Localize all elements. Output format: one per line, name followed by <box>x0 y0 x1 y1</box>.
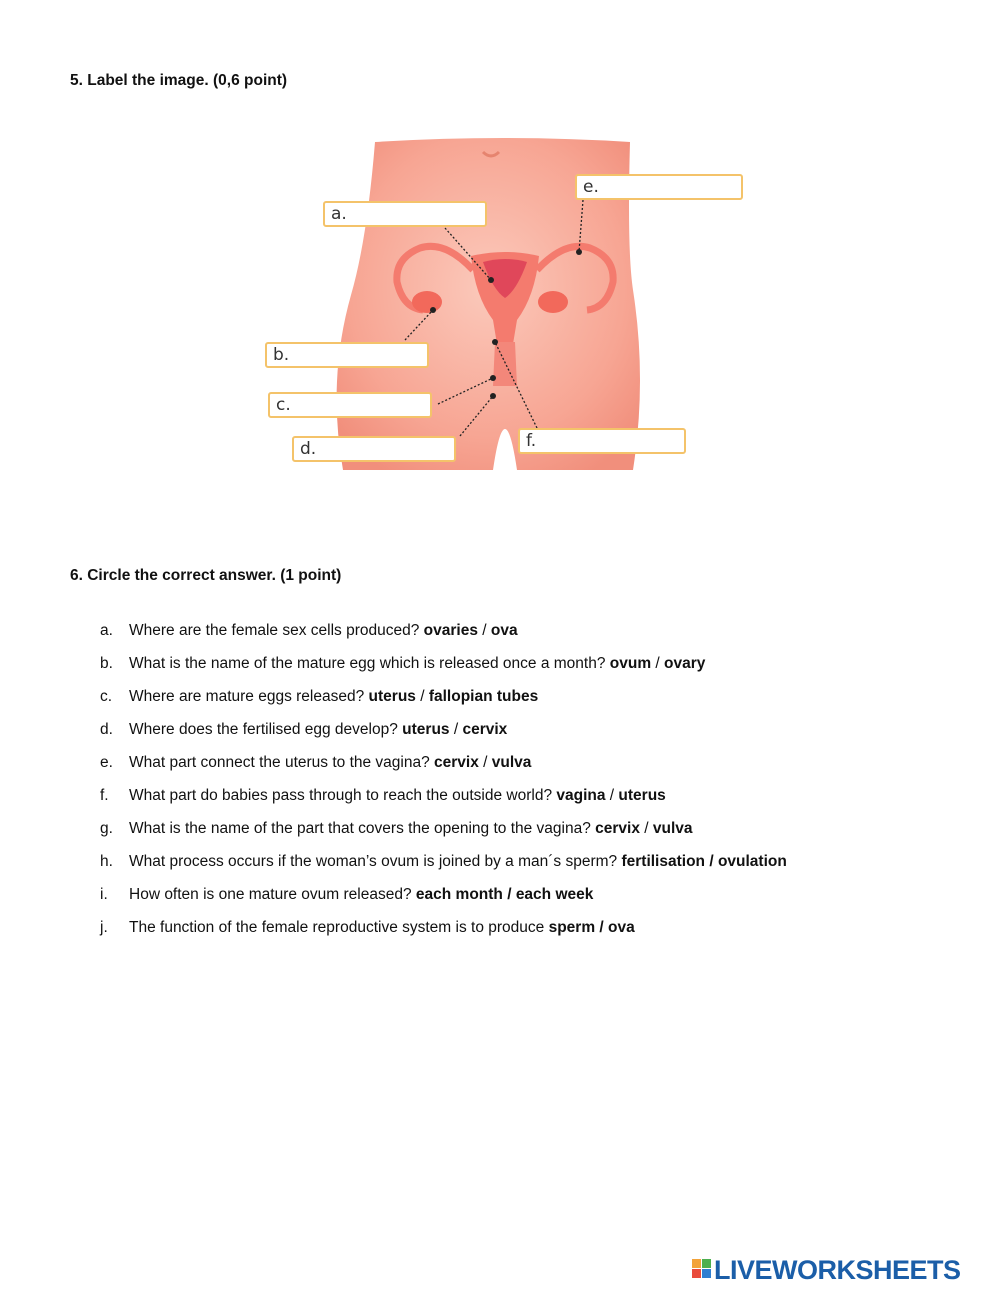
answer-option-1[interactable]: cervix <box>434 754 479 771</box>
label-letter-f: f. <box>526 431 537 451</box>
answer-option-2[interactable]: ovulation <box>717 853 787 870</box>
option-separator: / <box>639 820 653 837</box>
item-letter: e. <box>100 754 113 771</box>
item-question: What process occurs if the woman’s ovum is joined by a man´s sperm? <box>129 853 622 870</box>
label-input-e[interactable] <box>603 178 737 198</box>
answer-option-1[interactable]: fertilisation <box>621 853 706 870</box>
list-item <box>100 886 920 919</box>
option-separator: / <box>477 622 491 639</box>
item-question: What part do babies pass through to reach the outside world? <box>129 787 557 804</box>
answer-option-1[interactable]: uterus <box>402 721 450 738</box>
option-separator: / <box>502 886 516 903</box>
list-item <box>100 919 920 952</box>
logo-square-icon <box>692 1259 701 1268</box>
answer-option-2[interactable]: each week <box>515 886 594 903</box>
item-question: What is the name of the part that covers the opening to the vagina? <box>129 820 596 837</box>
answer-option-2[interactable]: uterus <box>618 787 666 804</box>
answer-option-1[interactable]: uterus <box>368 688 416 705</box>
logo-square-icon <box>702 1269 711 1278</box>
item-question: What is the name of the mature egg which is released once a month? <box>129 655 610 672</box>
answer-option-2[interactable]: ovary <box>664 655 706 672</box>
question-6-heading: 6. Circle the correct answer. (1 point) <box>70 567 342 584</box>
label-box-a[interactable] <box>323 201 487 227</box>
label-box-c[interactable] <box>268 392 432 418</box>
reproductive-system-diagram <box>255 130 755 480</box>
item-letter: b. <box>100 655 113 672</box>
item-question: Where does the fertilised egg develop? <box>129 721 403 738</box>
answer-option-2[interactable]: ova <box>490 622 518 639</box>
answer-option-2[interactable]: fallopian tubes <box>428 688 539 705</box>
label-box-e[interactable] <box>575 174 743 200</box>
list-item <box>100 655 920 688</box>
label-input-f[interactable] <box>546 432 680 452</box>
answer-option-1[interactable]: cervix <box>595 820 640 837</box>
list-item <box>100 754 920 787</box>
label-input-b[interactable] <box>293 346 427 366</box>
option-separator: / <box>449 721 463 738</box>
answer-option-1[interactable]: vagina <box>556 787 606 804</box>
item-letter: h. <box>100 853 113 870</box>
list-item <box>100 688 920 721</box>
answer-option-2[interactable]: vulva <box>491 754 532 771</box>
label-letter-d: d. <box>300 439 317 459</box>
label-input-d[interactable] <box>320 440 454 460</box>
label-box-b[interactable] <box>265 342 429 368</box>
item-letter: a. <box>100 622 113 639</box>
vagina-shape <box>493 342 517 386</box>
option-separator: / <box>595 919 609 936</box>
list-item <box>100 787 920 820</box>
logo-square-icon <box>702 1259 711 1268</box>
label-letter-a: a. <box>331 204 347 224</box>
answer-option-2[interactable]: ova <box>608 919 635 936</box>
item-letter: f. <box>100 787 109 804</box>
list-item <box>100 721 920 754</box>
item-question: How often is one mature ovum released? <box>129 886 416 903</box>
item-letter: i. <box>100 886 108 903</box>
label-box-d[interactable] <box>292 436 456 462</box>
right-ovary <box>538 291 568 313</box>
item-letter: j. <box>100 919 108 936</box>
label-letter-c: c. <box>276 395 291 415</box>
logo-square-icon <box>692 1269 701 1278</box>
answer-option-2[interactable]: vulva <box>652 820 693 837</box>
left-ovary <box>412 291 442 313</box>
answer-option-1[interactable]: sperm <box>548 919 596 936</box>
question-6-list <box>100 622 920 952</box>
answer-option-1[interactable]: each month <box>415 886 503 903</box>
answer-option-1[interactable]: ovum <box>609 655 652 672</box>
label-input-c[interactable] <box>296 396 430 416</box>
liveworksheets-logo <box>692 1255 992 1285</box>
list-item <box>100 853 920 886</box>
option-separator: / <box>415 688 429 705</box>
answer-option-1[interactable]: ovaries <box>423 622 478 639</box>
label-letter-b: b. <box>273 345 290 365</box>
item-question: Where are the female sex cells produced? <box>129 622 424 639</box>
label-letter-e: e. <box>583 177 599 197</box>
label-input-a[interactable] <box>351 205 485 225</box>
answer-option-2[interactable]: cervix <box>462 721 508 738</box>
label-box-f[interactable] <box>518 428 686 454</box>
item-question: The function of the female reproductive system is to produce <box>129 919 549 936</box>
option-separator: / <box>651 655 665 672</box>
list-item <box>100 622 920 655</box>
question-5-heading: 5. Label the image. (0,6 point) <box>70 72 288 89</box>
option-separator: / <box>705 853 718 870</box>
item-letter: d. <box>100 721 113 738</box>
item-question: What part connect the uterus to the vagina? <box>129 754 435 771</box>
item-question: Where are mature eggs released? <box>129 688 369 705</box>
item-letter: c. <box>100 688 113 705</box>
item-letter: g. <box>100 820 113 837</box>
logo-text: LIVEWORKSHEETS <box>714 1255 961 1285</box>
option-separator: / <box>605 787 619 804</box>
list-item <box>100 820 920 853</box>
option-separator: / <box>478 754 492 771</box>
